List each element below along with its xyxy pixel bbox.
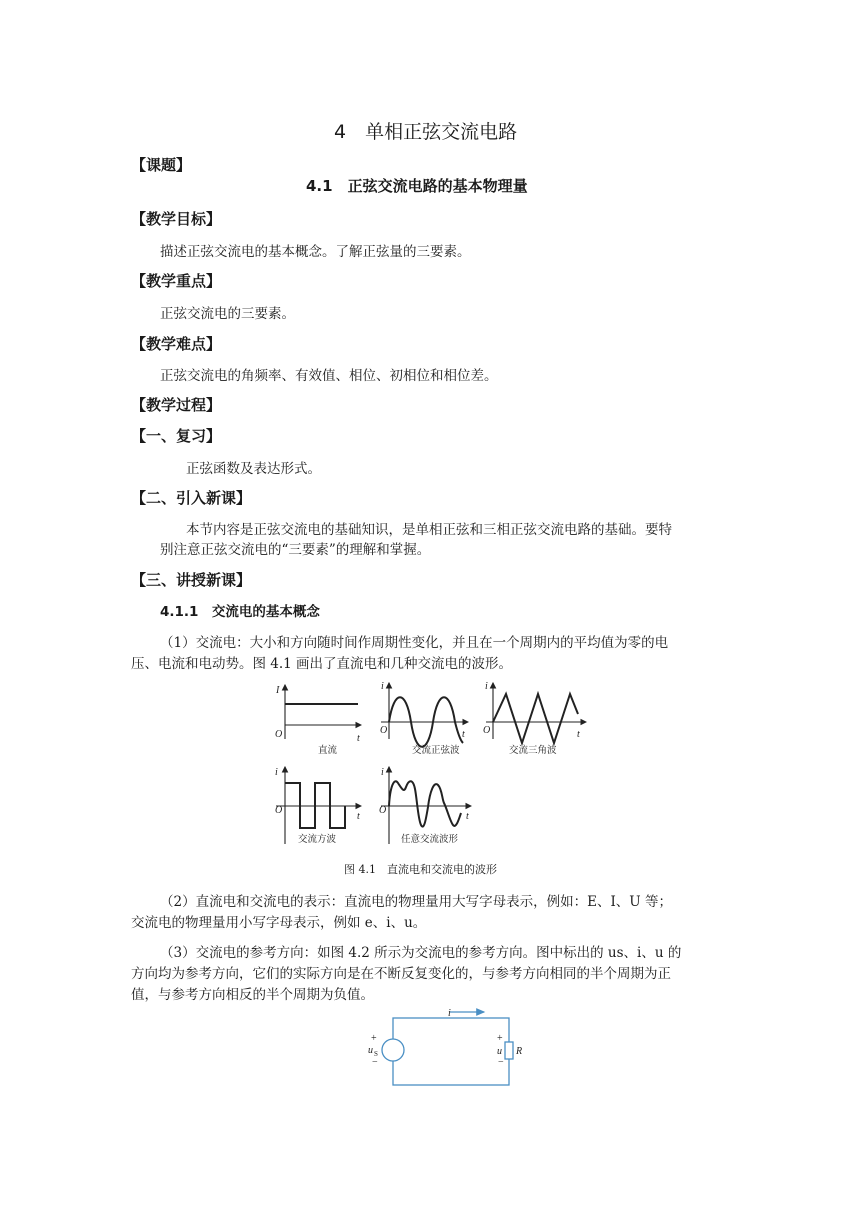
- triangle-origin: O: [483, 725, 491, 736]
- para2-line1: （2）直流电和交流电的表示：直流电的物理量用大写字母表示，例如：E、I、U 等；: [160, 894, 672, 910]
- intro-text-line2: 别注意正弦交流电的“三要素”的理解和掌握。: [160, 542, 431, 558]
- resistor-plus: +: [497, 1033, 503, 1044]
- para1-line2: 压、电流和电动势。图 4.1 画出了直流电和几种交流电的波形。: [131, 656, 513, 672]
- dc-origin: O: [275, 729, 283, 740]
- figure-4-1-caption: 图 4.1 直流电和交流电的波形: [344, 863, 497, 876]
- para3-line3: 值，与参考方向相反的半个周期为负值。: [131, 987, 374, 1003]
- panel-label-arbitrary: 任意交流波形: [401, 834, 459, 845]
- source-plus: +: [371, 1033, 377, 1044]
- difficulty-text: 正弦交流电的角频率、有效值、相位、初相位和相位差。: [160, 368, 498, 384]
- subsection-title: 4.1.1 交流电的基本概念: [160, 604, 320, 620]
- sine-axis-t: t: [462, 729, 465, 740]
- arbitrary-axis-i: i: [381, 767, 384, 778]
- teach-label: 【三、讲授新课】: [131, 571, 252, 589]
- square-axis-i: i: [275, 767, 278, 778]
- review-label: 【一、复习】: [131, 427, 222, 445]
- resistor-label: R: [516, 1046, 523, 1057]
- objective-label: 【教学目标】: [131, 210, 222, 228]
- intro-text-line1: 本节内容是正弦交流电的基础知识，是单相正弦和三相正弦交流电路的基础。要特: [186, 522, 672, 538]
- section-title: 4.1 正弦交流电路的基本物理量: [306, 177, 528, 195]
- arbitrary-wave: [389, 781, 461, 826]
- resistor: [505, 1042, 513, 1059]
- objective-text: 描述正弦交流电的基本概念。了解正弦量的三要素。: [160, 244, 471, 260]
- difficulty-label: 【教学难点】: [131, 335, 222, 353]
- dc-axis-t: t: [357, 733, 360, 744]
- sine-axis-i: i: [381, 681, 384, 692]
- panel-label-dc: 直流: [318, 745, 338, 756]
- source-minus: −: [372, 1057, 378, 1068]
- square-axis-t: t: [357, 811, 360, 822]
- process-label: 【教学过程】: [131, 396, 222, 414]
- source-subscript: S: [374, 1050, 378, 1058]
- current-label: i: [448, 1008, 451, 1019]
- circuit-wire: [393, 1018, 509, 1085]
- dc-axis-i: I: [276, 685, 280, 696]
- square-origin: O: [275, 805, 283, 816]
- key-point-text: 正弦交流电的三要素。: [160, 306, 295, 322]
- arbitrary-axis-t: t: [466, 811, 469, 822]
- para3-line1: （3）交流电的参考方向：如图 4.2 所示为交流电的参考方向。图中标出的 us、i、u 的: [160, 945, 682, 961]
- voltage-label: u: [497, 1046, 502, 1057]
- review-text: 正弦函数及表达形式。: [186, 461, 321, 477]
- voltage-source: [382, 1039, 404, 1061]
- chapter-title: 4 单相正弦交流电路: [334, 121, 518, 143]
- triangle-axis-i: i: [485, 681, 488, 692]
- key-point-label: 【教学重点】: [131, 272, 222, 290]
- panel-label-sine: 交流正弦波: [412, 745, 460, 756]
- para1-line1: （1）交流电：大小和方向随时间作周期性变化，并且在一个周期内的平均值为零的电: [160, 635, 669, 651]
- triangle-axis-t: t: [577, 729, 580, 740]
- arbitrary-origin: O: [379, 805, 387, 816]
- topic-label: 【课题】: [131, 156, 192, 174]
- para2-line2: 交流电的物理量用小写字母表示，例如 e、i、u。: [131, 915, 427, 931]
- source-label: u: [368, 1045, 373, 1056]
- triangle-wave: [493, 694, 578, 743]
- para3-line2: 方向均为参考方向，它们的实际方向是在不断反复变化的，与参考方向相同的半个周期为正: [131, 966, 671, 982]
- resistor-minus: −: [498, 1057, 504, 1068]
- intro-label: 【二、引入新课】: [131, 489, 252, 507]
- figure-4-1: [266, 679, 596, 854]
- panel-label-square: 交流方波: [298, 834, 337, 845]
- panel-label-triangle: 交流三角波: [509, 745, 557, 756]
- sine-origin: O: [380, 725, 388, 736]
- figure-4-2-circuit: [360, 1005, 550, 1095]
